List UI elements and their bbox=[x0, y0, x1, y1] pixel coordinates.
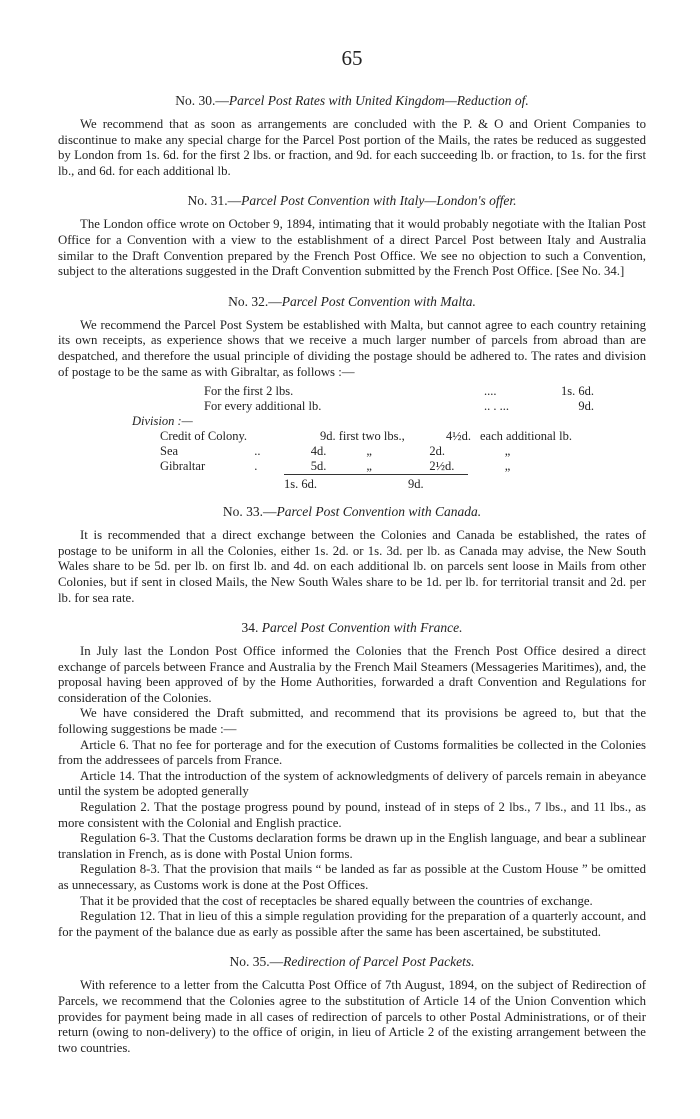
paragraph: Regulation 6-3. That the Customs declaration forms be drawn up in the English language, and bear a sublinear translation in French, as is done with Postal Union forms. bbox=[58, 831, 646, 861]
section-title: Redirection of Parcel Post Packets. bbox=[283, 954, 475, 970]
section-title: Parcel Post Convention with Canada. bbox=[276, 504, 482, 520]
rate-amount: 9d. bbox=[578, 399, 594, 414]
division-additional: 4½d. bbox=[446, 429, 471, 444]
division-row bbox=[58, 459, 646, 474]
section-number: No. 31.— bbox=[187, 193, 242, 209]
rate-row bbox=[58, 399, 646, 414]
rate-amount: 1s. 6d. bbox=[561, 384, 594, 399]
division-name: Sea bbox=[160, 444, 179, 459]
paragraph: In July last the London Post Office informed the Colonies that the French Post Office desired a direct exchange of parcels between France and Australia by the French Mail Steamers (Messageries Maritimes), and, the proposal having been approved of by the Home Authorities, forwarded a draft Convention and Regulations for consideration of the Colonies. bbox=[58, 644, 646, 705]
division-row bbox=[58, 444, 646, 459]
paragraph: The London office wrote on October 9, 1894, intimating that it would probably negotiate with the Italian Post Office for a Convention with a view to the establishment of a direct Parcel Post between Italy and Australia similar to the Draft Convention prepared by the French Post Office. We see no objection to such a Convention, subject to the alterations suggested in the Draft Convention submitted by the French Post Office. [See No. 34.] bbox=[58, 217, 646, 279]
paragraph: That it be provided that the cost of receptacles be shared equally between the countries of exchange. bbox=[80, 893, 593, 908]
paragraph: With reference to a letter from the Calcutta Post Office of 7th August, 1894, on the subject of Redirection of Parcels, we recommend that the Colonies agree to the substitution of Article 14 of the Union Convention which provides for payment being made in all cases of redirection of parcels to other Postal Administrations, or of their return (owing to non-delivery) to the office of origin, in lieu of Article 2 of the existing arrangement between the two countries. bbox=[58, 978, 646, 1055]
total-additional: 9d. bbox=[408, 474, 468, 492]
paragraph: Regulation 2. That the postage progress pound by pound, instead of in steps of 2 lbs., 7 lbs., and 11 lbs., as more consistent with the Colonial and English practice. bbox=[58, 800, 646, 830]
paragraph: Article 6. That no fee for porterage and for the execution of Customs formalities be collected in the Colonies from the addressees of parcels from France. bbox=[58, 737, 646, 768]
division-dots bbox=[260, 429, 320, 444]
division-first: 5d. „ bbox=[310, 459, 372, 474]
division-note: „ bbox=[504, 444, 511, 459]
division-first: 4d. „ bbox=[310, 444, 372, 459]
section-heading bbox=[58, 294, 646, 310]
division-additional: 2½d. bbox=[429, 459, 455, 474]
document-page bbox=[58, 0, 646, 1056]
section-number: 34. bbox=[241, 620, 262, 636]
paragraph: We recommend the Parcel Post System be established with Malta, but cannot agree to each country retaining its own receipts, as experience shows that we receive a much larger number of parcels from abroad than are despatched, and therefore the usual principle of dividing the postage should be adhered to. The rates and division of postage to be the same as with Gibraltar, as follows :— bbox=[58, 317, 646, 379]
rate-label: For the first 2 lbs. bbox=[204, 384, 294, 399]
section-title: Parcel Post Rates with United Kingdom—Reduction of. bbox=[228, 93, 529, 108]
section-heading bbox=[58, 620, 646, 636]
paragraph: Regulation 8-3. That the provision that mails “ be landed as far as possible at the Custom House ” be omitted as unnecessary, as Customs work is done at the Post Offices. bbox=[58, 862, 646, 892]
paragraph: Regulation 12. That in lieu of this a simple regulation providing for the preparation of a quarterly account, and for the payment of the balance due as early as possible after the same has been ascertained, be substituted. bbox=[58, 909, 646, 939]
section-number: No. 30.— bbox=[175, 93, 229, 108]
paragraph: We recommend that as soon as arrangements are concluded with the P. & O and Orient Companies to discontinue to make any special charge for the Parcel Post portion of the Mails, the rates be reduced as suggested by London from 1s. 6d. for the first 2 lbs. or fraction, and 9d. for each succeeding lb. or fraction, to 1s. for the first lb., and 6d. for each additional lb. bbox=[58, 117, 646, 178]
division-note: each additional lb. bbox=[480, 429, 572, 444]
division-row bbox=[58, 429, 646, 444]
division-dots: . bbox=[254, 459, 258, 474]
total-first: 1s. 6d. bbox=[284, 474, 408, 492]
division-dots: .. bbox=[254, 444, 261, 459]
section-title: Parcel Post Convention with Malta. bbox=[281, 293, 476, 309]
section-heading bbox=[58, 954, 646, 970]
section-number: No. 35.— bbox=[229, 954, 284, 970]
division-label: Division :— bbox=[132, 414, 193, 429]
division-name: Credit of Colony. bbox=[160, 429, 248, 444]
paragraph: We have considered the Draft submitted, and recommend that its provisions be agreed to, but that the following suggestions be made :— bbox=[58, 706, 646, 737]
rate-label: For every additional lb. bbox=[204, 399, 322, 414]
rate-dots: .... bbox=[484, 384, 497, 399]
section-heading bbox=[58, 193, 646, 209]
paragraph: Article 14. That the introduction of the system of acknowledgments of delivery of parcels remain in abeyance until the system be adopted generally bbox=[58, 768, 646, 799]
section-number: No. 33.— bbox=[222, 504, 277, 520]
division-totals bbox=[58, 474, 646, 492]
section-number: No. 32.— bbox=[228, 293, 282, 309]
paragraph: It is recommended that a direct exchange between the Colonies and Canada be established, the rates of postage to be uniform in all the Colonies, either 1s. 2d. or 1s. 3d. per lb. as Canada may advise, the New South Wales share to be 5d. per lb. on first lb. and 4d. on each additional lb. on parcels sent loose in Mails from other Colonies, but if sent in closed Mails, the New South Wales share to be 1d. per lb. for territorial transit and 2d. per lb. for sea rate. bbox=[58, 528, 646, 605]
section-title: Parcel Post Convention with France. bbox=[261, 620, 463, 636]
malta-rates-table bbox=[58, 384, 646, 492]
section-heading bbox=[58, 93, 646, 109]
division-note: „ bbox=[504, 459, 511, 474]
division-first: 9d. first two lbs., bbox=[320, 429, 405, 444]
division-additional: 2d. bbox=[429, 444, 445, 459]
section-heading bbox=[58, 504, 646, 520]
rate-dots: .. . ... bbox=[484, 399, 509, 414]
rate-row bbox=[58, 384, 646, 399]
section-title: Parcel Post Convention with Italy—London's offer. bbox=[241, 193, 517, 209]
page-number: 65 bbox=[341, 46, 363, 70]
division-name: Gibraltar bbox=[160, 459, 206, 474]
